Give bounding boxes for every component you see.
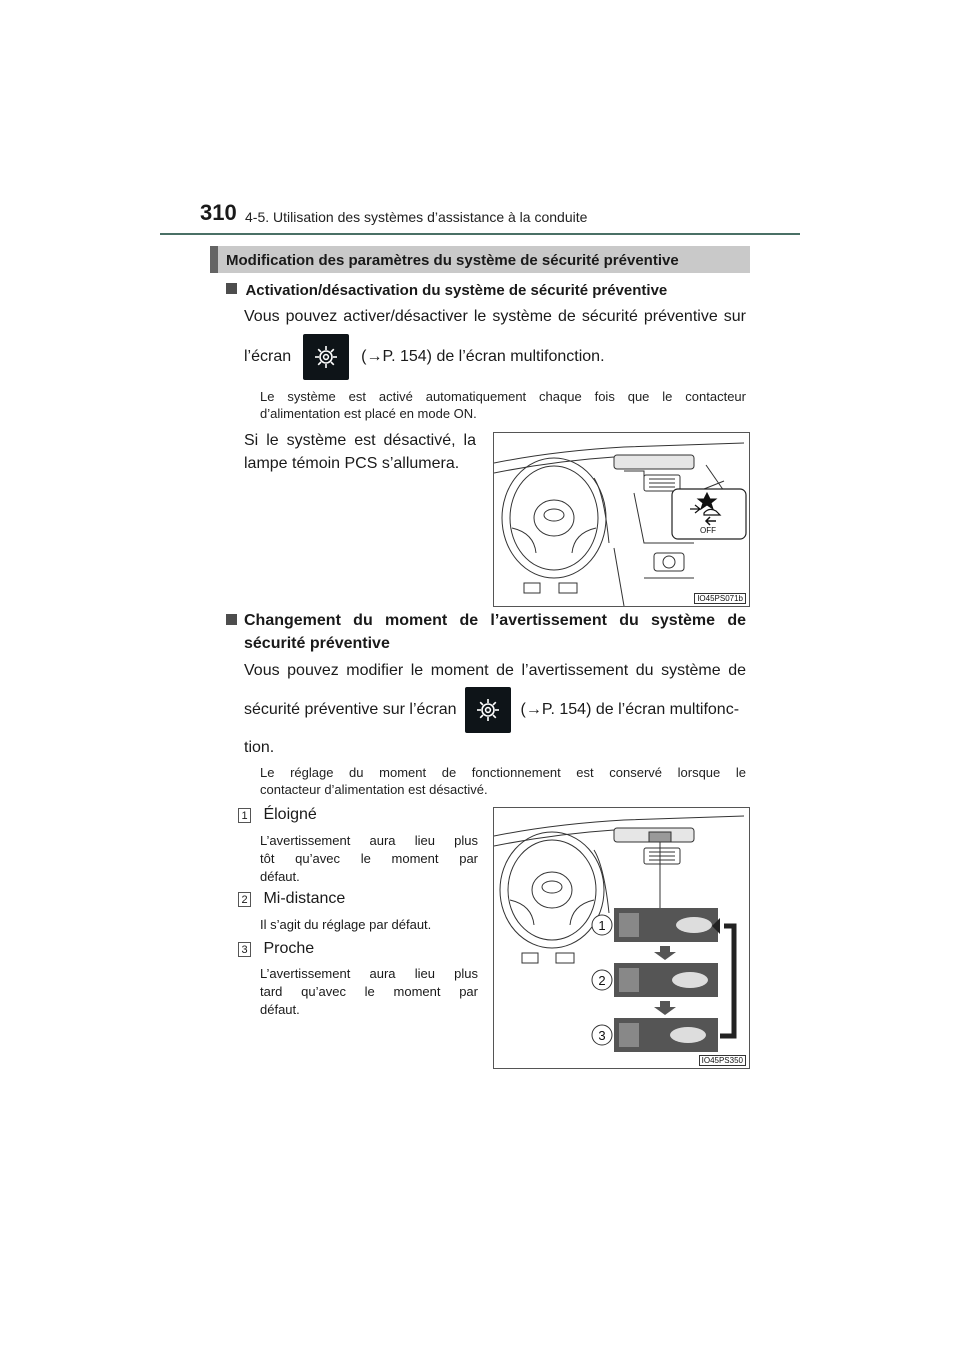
activation-note-line1: Le système est activé automatiquement chaque fois que le contacteur [260,389,746,404]
page-number: 310 [200,200,237,225]
section-title: Modification des paramètres du système de sécurité préventive [226,252,679,269]
activation-text-post: (→P. 154) de l’écran multifonction. [361,348,605,365]
timing-note-line1: Le réglage du moment de fonctionnement est conservé lorsque le [260,765,746,780]
option-desc: tard qu’avec le moment par [260,984,478,999]
option-desc: tôt qu’avec le moment par [260,851,478,866]
timing-note-line2: contacteur d’alimentation est désactivé. [260,782,488,797]
option-number: 2 [238,892,251,907]
activation-text-line1: Vous pouvez activer/désactiver le système de sécurité préventive sur [244,308,746,325]
off-text-line2: lampe témoin PCS s’allumera. [244,455,460,472]
timing-heading-row [226,613,237,631]
timing-text-line1: Vous pouvez modifier le moment de l’avertissement du système de [244,662,746,679]
option-desc: L’avertissement aura lieu plus [260,966,478,981]
figure-code-2: IO45PS350 [699,1055,746,1066]
timing-circle-3: 3 [598,1028,606,1043]
option-near [238,940,314,958]
off-text-line1: Si le système est désactivé, la [244,432,476,449]
figure-code-1: IO45PS071b [694,593,746,604]
square-bullet-icon [226,614,237,625]
option-desc: défaut. [260,869,300,884]
activation-text-line2 [244,332,605,382]
option-far [238,806,317,824]
activation-heading-row [226,282,667,300]
option-label: Éloigné [263,806,317,823]
timing-text-line3: tion. [244,739,275,756]
pcs-off-indicator-text: OFF [700,526,716,535]
option-number: 3 [238,942,251,957]
activation-text-pre: l’écran [244,348,292,365]
timing-drawing [494,808,749,1068]
timing-circle-2: 2 [598,973,606,988]
timing-text-line2 [244,686,739,734]
dashboard-pcs-figure [493,432,750,607]
chapter-title: 4-5. Utilisation des systèmes d’assistance à la conduite [245,209,588,225]
activation-heading: Activation/désactivation du système de sécurité préventive [245,282,668,299]
timing-heading-line1: Changement du moment de l’avertissement du système de [244,612,746,629]
option-desc: Il s’agit du réglage par défaut. [260,917,432,932]
square-bullet-icon [226,283,237,294]
option-number: 1 [238,808,251,823]
timing-text-post: (→P. 154) de l’écran multifonc- [520,701,740,718]
timing-heading-line2: sécurité préventive [244,635,390,652]
activation-note-line2: d’alimentation est placé en mode ON. [260,406,477,421]
option-middle [238,890,345,908]
timing-circle-1: 1 [598,918,606,933]
timing-text-pre: sécurité préventive sur l’écran [244,701,457,718]
settings-gear-icon [465,687,511,733]
settings-gear-icon [303,334,349,380]
option-label: Mi-distance [263,890,346,907]
dashboard-drawing [494,433,749,606]
option-desc: L’avertissement aura lieu plus [260,833,478,848]
option-label: Proche [263,940,315,957]
dashboard-timing-figure [493,807,750,1069]
header-rule [160,233,800,235]
option-desc: défaut. [260,1002,300,1017]
